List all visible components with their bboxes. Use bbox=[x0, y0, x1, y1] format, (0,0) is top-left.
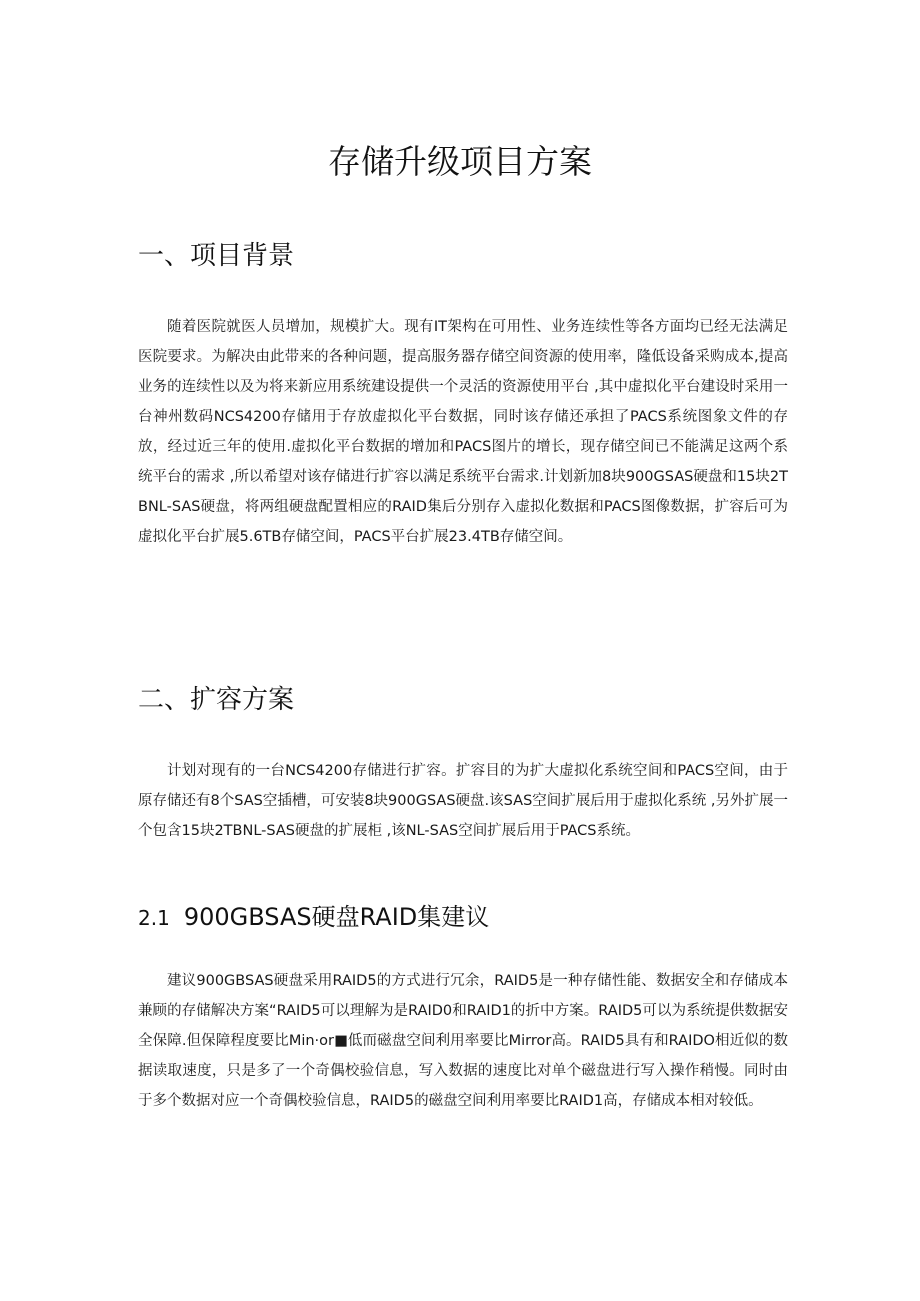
subsection-title: 900GBSAS硬盘RAID集建议 bbox=[183, 903, 490, 931]
subsection-number: 2.1 bbox=[138, 906, 170, 930]
subsection-paragraph-raid-recommendation: 建议900GBSAS硬盘采用RAID5的方式进行冗余，RAID5是一种存储性能、数据安全和存储成本兼顾的存储解决方案“RAID5可以理解为是RAID0和RAID1的折中方案。RAID5可以为系统提供数据安全保障.但保障程度要比Min·or■低而磁盘空间利用率要比Mirror高。RAID5具有和RAIDO相近似的数据读取速度，只是多了一个奇偶校验信息，写入数据的速度比对单个磁盘进行写入操作稍慢。同时由于多个数据对应一个奇偶校验信息，RAID5的磁盘空间利用率要比RAID1高，存储成本相对较低。 bbox=[138, 973, 788, 1109]
section-heading-background: 一、项目背景 bbox=[138, 241, 295, 271]
section-heading-expansion-plan: 二、扩容方案 bbox=[138, 685, 295, 715]
section-paragraph-expansion-plan: 计划对现有的一台NCS4200存储进行扩容。扩容目的为扩大虚拟化系统空间和PACS空间，由于原存储还有8个SAS空插槽，可安装8块900GSAS硬盘.该SAS空间扩展后用于虚拟化系统 ,另外扩展一个包含15块2TBNL-SAS硬盘的扩展柜 ,该NL-SAS空间扩展后用于PACS系统。 bbox=[138, 763, 788, 839]
section-paragraph-background: 随着医院就医人员增加，规模扩大。现有IT架构在可用性、业务连续性等各方面均已经无法满足医院要求。为解决由此带来的各种问题，提高服务器存储空间资源的使用率，隆低设备采购成本,提高业务的连续性以及为将来新应用系统建设提供一个灵活的资源使用平台 ,其中虚拟化平台建设时采用一台神州数码NCS4200存储用于存放虚拟化平台数据，同时该存储还承担了PACS系统图象文件的存放，经过近三年的使用.虚拟化平台数据的增加和PACS图片的增长，现存储空间已不能满足这两个系统平台的需求 ,所以希望对该存储进行扩容以满足系统平台需求.计划新加8块900GSAS硬盘和15块2TBNL-SAS硬盘，将两组硬盘配置相应的RAID集后分别存入虚拟化数据和PACS图像数据，扩容后可为虚拟化平台扩展5.6TB存储空间，PACS平台扩展23.4TB存储空间。 bbox=[138, 319, 788, 545]
subsection-heading-raid-recommendation bbox=[138, 900, 489, 935]
document-title: 存储升级项目方案 bbox=[328, 142, 592, 181]
